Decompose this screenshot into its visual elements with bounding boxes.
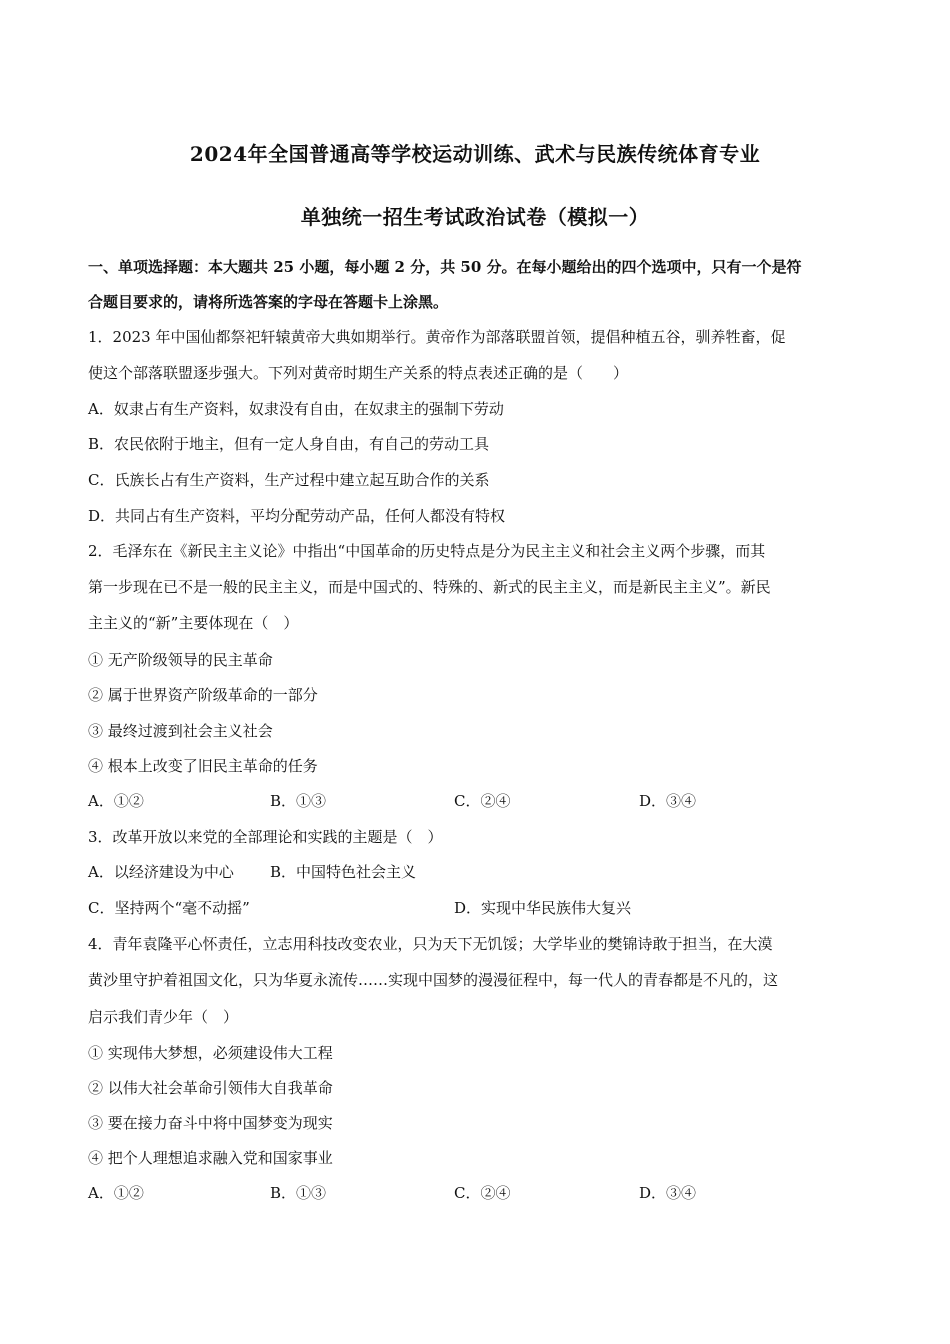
q2-statement-2: ② 属于世界资产阶级革命的一部分 [88,686,318,704]
q4-statement-3: ③ 要在接力奋斗中将中国梦变为现实 [88,1114,333,1132]
q1-stem-line-1: 1．2023 年中国仙都祭祀轩辕黄帝大典如期举行。黄帝作为部落联盟首领，提倡种植五谷，驯养牲畜，促 [88,328,786,346]
q4-option-a: A．①② [88,1184,144,1202]
q3-option-a: A．以经济建设为中心 [88,863,234,881]
q4-stem-line-1: 4．青年袁隆平心怀责任，立志用科技改变农业，只为天下无饥馁；大学毕业的樊锦诗敢于担当，在大漠 [88,935,773,953]
q1-option-d: D．共同占有生产资料，平均分配劳动产品，任何人都没有特权 [88,507,506,525]
q2-statement-3: ③ 最终过渡到社会主义社会 [88,722,273,740]
q3-option-d: D．实现中华民族伟大复兴 [454,899,632,917]
q4-statement-4: ④ 把个人理想追求融入党和国家事业 [88,1149,333,1167]
q3-option-c: C．坚持两个“毫不动摇” [88,899,250,917]
q1-stem-line-2: 使这个部落联盟逐步强大。下列对黄帝时期生产关系的特点表述正确的是（ ） [88,364,629,382]
q3-stem: 3．改革开放以来党的全部理论和实践的主题是（ ） [88,828,443,846]
q4-stem-line-2: 黄沙里守护着祖国文化，只为华夏永流传……实现中国梦的漫漫征程中，每一代人的青春都是不凡的，这 [88,971,779,989]
q4-option-b: B．①③ [270,1184,327,1202]
title-line-2: 单独统一招生考试政治试卷（模拟一） [300,205,650,229]
q2-option-c: C．②④ [454,792,511,810]
q2-statement-4: ④ 根本上改变了旧民主革命的任务 [88,757,318,775]
q2-statement-1: ① 无产阶级领导的民主革命 [88,651,273,669]
q2-stem-line-2: 第一步现在已不是一般的民主主义，而是中国式的、特殊的、新式的民主主义，而是新民主主义”。新民 [88,578,771,596]
q4-statement-2: ② 以伟大社会革命引领伟大自我革命 [88,1079,333,1097]
section-instruction-line-2: 合题目要求的，请将所选答案的字母在答题卡上涂黑。 [88,293,449,311]
q1-option-a: A．奴隶占有生产资料，奴隶没有自由，在奴隶主的强制下劳动 [88,400,504,418]
q2-stem-line-3: 主主义的“新”主要体现在（ ） [88,614,299,632]
q4-statement-1: ① 实现伟大梦想，必须建设伟大工程 [88,1044,333,1062]
q3-option-b: B．中国特色社会主义 [270,863,417,881]
q2-option-a: A．①② [88,792,144,810]
q4-option-c: C．②④ [454,1184,511,1202]
title-line-1: 2024年全国普通高等学校运动训练、武术与民族传统体育专业 [189,142,761,166]
q1-option-b: B．农民依附于地主，但有一定人身自由，有自己的劳动工具 [88,435,490,453]
q4-option-d: D．③④ [639,1184,697,1202]
q2-option-d: D．③④ [639,792,697,810]
section-instruction-line-1: 一、单项选择题：本大题共 25 小题，每小题 2 分，共 50 分。在每小题给出的四个选项中，只有一个是符 [88,258,802,276]
q2-option-b: B．①③ [270,792,327,810]
q4-stem-line-3: 启示我们青少年（ ） [88,1008,239,1026]
q2-stem-line-1: 2．毛泽东在《新民主主义论》中指出“中国革命的历史特点是分为民主主义和社会主义两个步骤，而其 [88,542,766,560]
q1-option-c: C．氏族长占有生产资料，生产过程中建立起互助合作的关系 [88,471,490,489]
